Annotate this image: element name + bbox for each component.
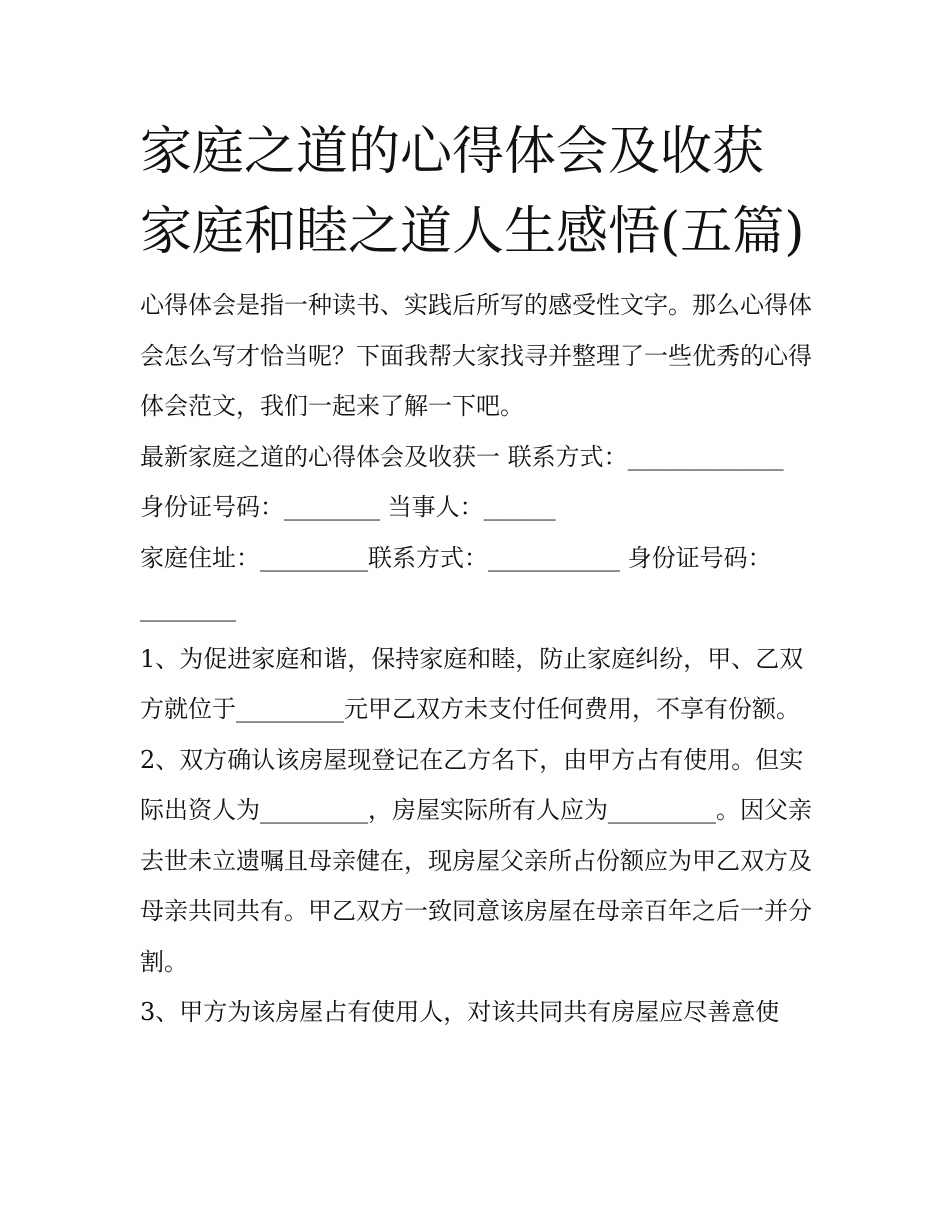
clause-3: 3、甲方为该房屋占有使用人，对该共同共有房屋应尽善意使 — [140, 998, 780, 1026]
address-line: 家庭住址：_________联系方式：___________ 身份证号码：________ — [140, 543, 772, 622]
contact-line: 最新家庭之道的心得体会及收获一 联系方式：_____________ — [140, 442, 784, 471]
document-page — [140, 112, 812, 1038]
id-party-line: 身份证号码：________ 当事人：______ — [140, 493, 556, 521]
document-title: 家庭之道的心得体会及收获 家庭和睦之道人生感悟(五篇) — [140, 122, 805, 262]
clause-2: 2、双方确认该房屋现登记在乙方名下，由甲方占有使用。但实际出资人为_________，房屋实际所有人应为_________。因父亲去世未立遗嘱且母亲健在，现房屋父亲所占份额应为甲乙双方及母亲共同共有。甲乙双方一致同意该房屋在母亲百年之后一并分割。 — [140, 745, 812, 976]
clause-1: 1、为促进家庭和谐，保持家庭和睦，防止家庭纠纷，甲、乙双方就位于_________元甲乙双方未支付任何费用，不享有份额。 — [140, 644, 804, 723]
intro-paragraph: 心得体会是指一种读书、实践后所写的感受性文字。那么心得体会怎么写才恰当呢？下面我帮大家找寻并整理了一些优秀的心得体会范文，我们一起来了解一下吧。 — [140, 291, 812, 420]
